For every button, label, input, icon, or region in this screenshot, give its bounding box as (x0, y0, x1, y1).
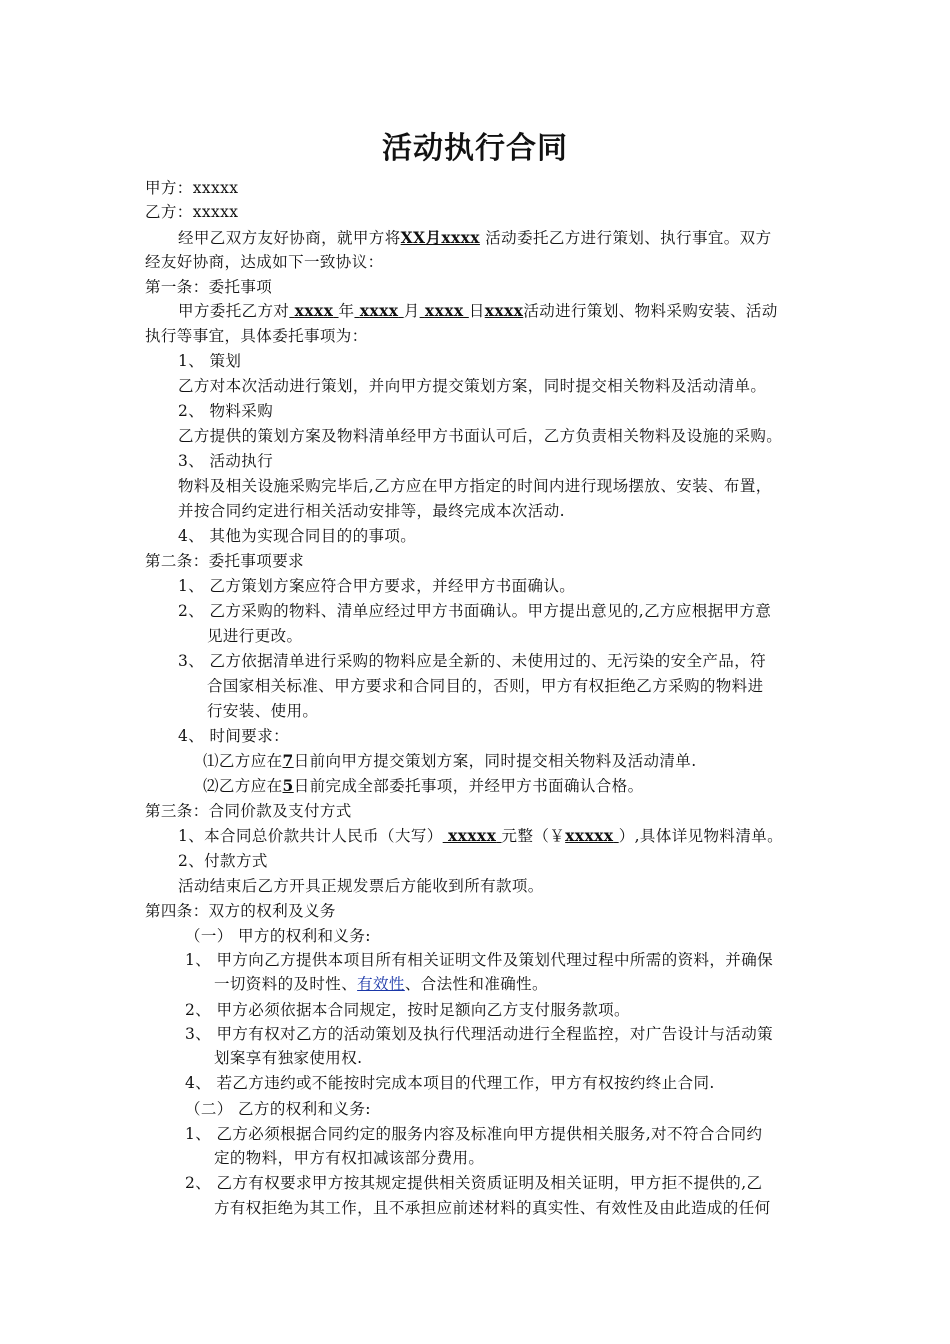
article-4-a1-line-1: 1、 甲方向乙方提供本项目所有相关证明文件及策划代理过程中所需的资料，并确保 (185, 951, 773, 969)
article-2-item-3-line-3: 行安装、使用。 (207, 702, 319, 720)
text-span: 甲方委托乙方对 (178, 302, 290, 320)
article-2-item-1: 1、 乙方策划方案应符合甲方要求，并经甲方书面确认。 (178, 577, 576, 595)
text-span: ⑵乙方应在 (203, 777, 283, 795)
intro-fill-date: XX月xxxx (400, 228, 480, 247)
article-3-item-2-text: 活动结束后乙方开具正规发票后方能收到所有款项。 (178, 877, 544, 895)
fill-month (354, 302, 403, 320)
fill-amount-number (565, 827, 619, 845)
intro-text-post: 活动委托乙方进行策划、执行事宜。双方 (485, 229, 772, 247)
text-span: ⑴乙方应在 (203, 752, 283, 770)
article-1-item-3-text-1: 物料及相关设施采购完毕后,乙方应在甲方指定的时间内进行现场摆放、安装、布置， (178, 477, 772, 495)
article-2-item-3-line-1: 3、 乙方依据清单进行采购的物料应是全新的、未使用过的、无污染的安全产品，符 (178, 652, 766, 670)
article-1-para-line-1 (178, 299, 778, 323)
text-span: 日 (468, 302, 485, 320)
article-2-heading: 第二条：委托事项要求 (145, 552, 305, 570)
validity-link[interactable]: 有效性 (357, 975, 405, 993)
article-4-a2: 2、 甲方必须依据本合同规定，按时足额向乙方支付服务款项。 (185, 1001, 630, 1019)
article-1-item-3-text-2: 并按合同约定进行相关活动安排等，最终完成本次活动. (178, 502, 565, 520)
article-1-heading: 第一条：委托事项 (145, 278, 273, 296)
article-4-b1-line-2: 定的物料，甲方有权扣减该部分费用。 (214, 1149, 485, 1167)
fill-activity: xxxx (484, 301, 524, 320)
document-title: 活动执行合同 (382, 131, 568, 166)
text-span: 日前完成全部委托事项，并经甲方书面确认合格。 (293, 777, 644, 795)
text-span: 元整（￥ (501, 827, 566, 845)
article-1-item-2-title: 2、 物料采购 (178, 402, 274, 420)
text-span: 日前向甲方提交策划方案，同时提交相关物料及活动清单. (293, 752, 697, 770)
fill-day (420, 302, 469, 320)
intro-line-1 (178, 226, 771, 250)
article-4-b1-line-1: 1、 乙方必须根据合同约定的服务内容及标准向甲方提供相关服务,对不符合合同约 (185, 1125, 763, 1143)
fill-days-2: 5 (282, 776, 294, 795)
article-4-a4: 4、 若乙方违约或不能按时完成本项目的代理工作，甲方有权按约终止合同. (185, 1074, 715, 1092)
fill-year-value: xxxx (294, 301, 334, 320)
text-span: 月 (403, 302, 420, 320)
article-1-para-line-2: 执行等事宜，具体委托事项为： (145, 327, 368, 345)
text-span: 、合法性和准确性。 (404, 975, 548, 993)
text-span: ）,具体详见物料清单。 (618, 827, 784, 845)
article-2-time-2 (203, 774, 644, 798)
text-span: 活动进行策划、物料采购安装、活动 (523, 302, 778, 320)
article-4-a3-line-2: 划案享有独家使用权. (214, 1049, 363, 1067)
text-span: 年 (338, 302, 355, 320)
fill-month-value: xxxx (359, 301, 399, 320)
fill-amount-words (443, 827, 502, 845)
article-4-subheading-2: （二） 乙方的权利和义务: (185, 1100, 371, 1118)
article-1-item-4: 4、 其他为实现合同目的的事项。 (178, 527, 417, 545)
fill-days-1: 7 (282, 751, 294, 770)
article-2-item-2-line-1: 2、 乙方采购的物料、清单应经过甲方书面确认。甲方提出意见的,乙方应根据甲方意 (178, 602, 772, 620)
article-1-item-3-title: 3、 活动执行 (178, 452, 274, 470)
article-2-item-4: 4、 时间要求： (178, 727, 289, 745)
article-4-heading: 第四条：双方的权利及义务 (145, 902, 336, 920)
article-3-item-1 (178, 824, 783, 848)
intro-line-2: 经友好协商，达成如下一致协议： (145, 253, 384, 271)
article-2-time-1 (203, 749, 697, 773)
party-a-line: 甲方：xxxxx (145, 179, 239, 197)
article-1-item-1-title: 1、 策划 (178, 352, 242, 370)
fill-amount-number-value: xxxxx (565, 826, 614, 845)
fill-amount-words-value: xxxxx (448, 826, 497, 845)
text-span: 1、本合同总价款共计人民币（大写） (178, 827, 443, 845)
article-4-a3-line-1: 3、 甲方有权对乙方的活动策划及执行代理活动进行全程监控，对广告设计与活动策 (185, 1025, 773, 1043)
article-2-item-3-line-2: 合国家相关标准、甲方要求和合同目的，否则，甲方有权拒绝乙方采购的物料进 (207, 677, 764, 695)
article-4-b2-line-1: 2、 乙方有权要求甲方按其规定提供相关资质证明及相关证明，甲方拒不提供的,乙 (185, 1174, 763, 1192)
article-1-item-1-text: 乙方对本次活动进行策划，并向甲方提交策划方案，同时提交相关物料及活动清单。 (178, 377, 767, 395)
article-4-subheading-1: （一） 甲方的权利和义务: (185, 927, 371, 945)
article-1-item-2-text: 乙方提供的策划方案及物料清单经甲方书面认可后，乙方负责相关物料及设施的采购。 (178, 427, 783, 445)
article-2-item-2-line-2: 见进行更改。 (207, 627, 303, 645)
article-3-heading: 第三条：合同价款及支付方式 (145, 802, 352, 820)
intro-text-pre: 经甲乙双方友好协商，就甲方将 (178, 229, 401, 247)
article-4-b2-line-2: 方有权拒绝为其工作，且不承担应前述材料的真实性、有效性及由此造成的任何 (214, 1199, 771, 1217)
article-3-item-2: 2、付款方式 (178, 852, 268, 870)
fill-year (289, 302, 338, 320)
fill-day-value: xxxx (424, 301, 464, 320)
text-span: 一切资料的及时性、 (214, 975, 358, 993)
article-4-a1-line-2 (214, 972, 548, 996)
party-b-line: 乙方：xxxxx (145, 203, 239, 221)
